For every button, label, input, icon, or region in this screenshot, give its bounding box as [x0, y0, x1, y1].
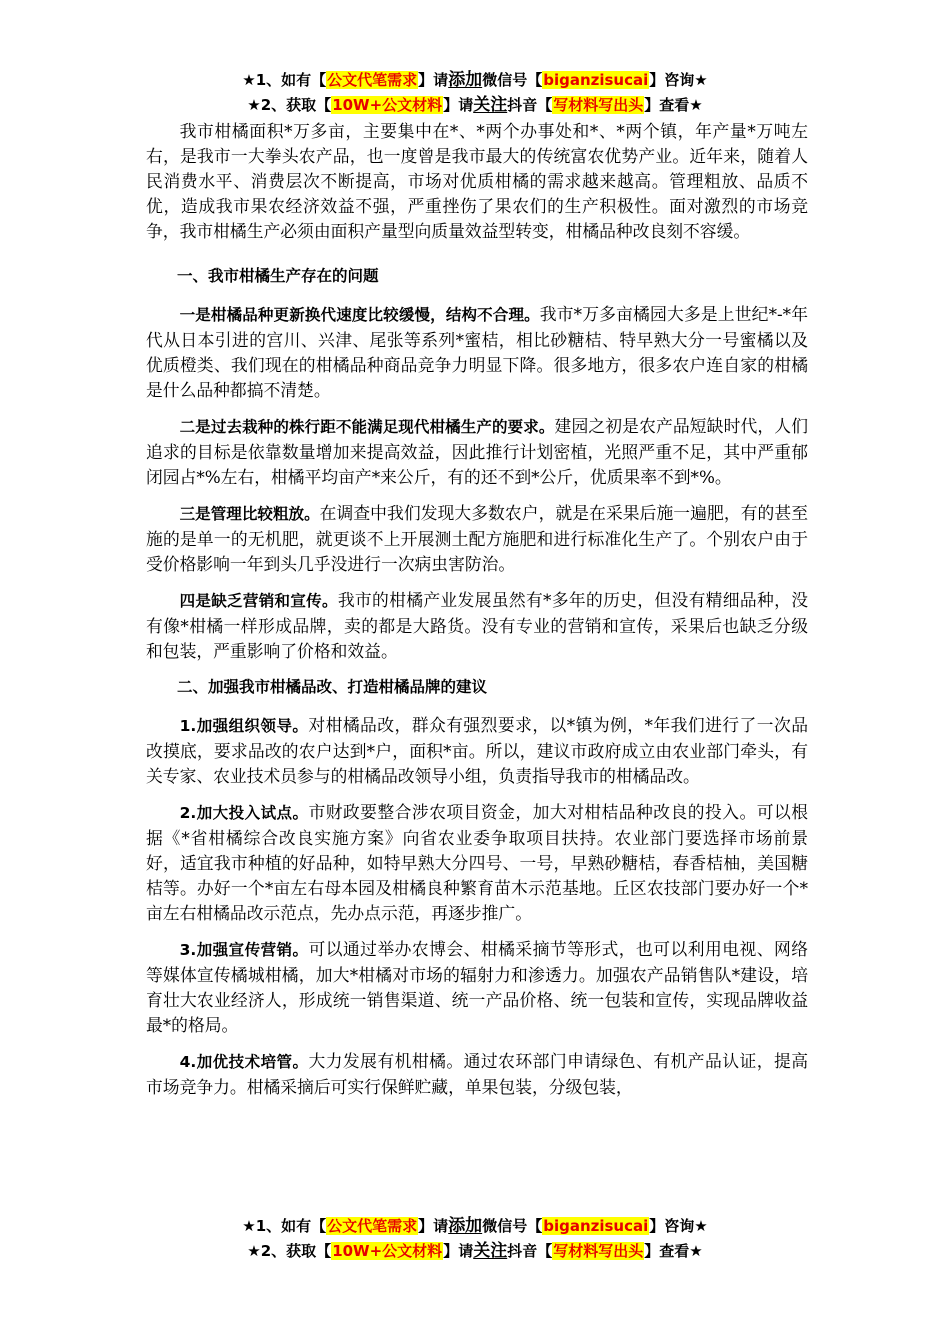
promo-highlight: 公文代笔需求: [327, 71, 418, 89]
promo-text: ★2、获取【: [247, 96, 332, 114]
problem-paragraph-1: [146, 302, 808, 403]
intro-paragraph: 我市柑橘面积*万多亩，主要集中在*、*两个办事处和*、*两个镇，年产量*万吨左右，是我市一大拳头农产品，也一度曾是我市最大的传统富农优势产业。近年来，随着人民消费水平、消费层次不断提高，市场对优质柑橘的需求越来越高。管理粗放、品质不优，造成我市果农经济效益不强，严重挫伤了果农们的生产积极性。面对激烈的市场竞争，我市柑橘生产必须由面积产量型向质量效益型转变，柑橘品种改良刻不容缓。: [146, 121, 808, 241]
promo-line-2: [0, 93, 950, 118]
problem-paragraph-4: [146, 588, 808, 664]
promo-underline: 添加: [448, 1216, 483, 1236]
promo-text: 】咨询★: [649, 1217, 708, 1235]
paragraph-lead: 3.加强宣传营销。: [179, 941, 309, 959]
problem-paragraph-3: [146, 501, 808, 577]
paragraph-text: 在调查中我们发现大多数农户，就是在采果后施一遍肥，有的甚至施的是单一的无机肥，就更谈不上开展测土配方施肥和进行标准化生产了。个别农户由于受价格影响一年到头几乎没进行一次病虫害防治。: [146, 503, 808, 574]
promo-text: 】请: [418, 71, 449, 89]
promo-text: 】请: [418, 1217, 449, 1235]
promo-text: 】查看★: [644, 96, 703, 114]
paragraph-lead: 三是管理比较粗放。: [179, 505, 320, 523]
paragraph-lead: 二是过去栽种的株行距不能满足现代柑橘生产的要求。: [179, 418, 555, 436]
promo-text: ★1、如有【: [242, 71, 327, 89]
promo-line-2: [0, 1239, 950, 1264]
promo-text: 微信号【: [482, 1217, 543, 1235]
paragraph-text: 建园之初是农产品短缺时代，人们追求的目标是依靠数量增加来提高效益，因此推行计划密植，光照严重不足，其中严重郁闭园占*%左右，柑橘平均亩产*来公斤，有的还不到*公斤，优质果率不到*%。: [146, 416, 808, 487]
promo-wechat-id: biganzisucai: [543, 1217, 649, 1235]
promo-underline: 关注: [473, 1241, 508, 1261]
promo-line-1: [0, 68, 950, 93]
promo-underline: 添加: [448, 70, 483, 90]
promo-highlight: 公文代笔需求: [327, 1217, 418, 1235]
paragraph-text: 我市*万多亩橘园大多是上世纪*-*年代从日本引进的宫川、兴津、尾张等系列*蜜桔，相比砂糖桔、特早熟大分一号蜜橘以及优质橙类、我们现在的柑橘品种商品竞争力明显下降。很多地方，很多农户连自家的柑橘是什么品种都搞不清楚。: [146, 304, 808, 400]
paragraph-lead: 一是柑橘品种更新换代速度比较缓慢，结构不合理。: [179, 306, 540, 324]
promo-douyin-id: 写材料写出头: [553, 1242, 644, 1260]
document-body: [146, 119, 808, 1111]
section-heading-2: 二、加强我市柑橘品改、打造柑橘品牌的建议: [177, 678, 488, 696]
promo-text: 】请: [443, 96, 474, 114]
promo-text: 】查看★: [644, 1242, 703, 1260]
promo-text: 抖音【: [507, 1242, 553, 1260]
paragraph-text: 我市的柑橘产业发展虽然有*多年的历史，但没有精细品种，没有像*柑橘一样形成品牌，卖的都是大路货。没有专业的营销和宣传，采果后也缺乏分级和包装，严重影响了价格和效益。: [146, 590, 808, 661]
suggestion-paragraph-2: [146, 800, 808, 926]
suggestion-paragraph-1: [146, 713, 808, 789]
promo-text: 微信号【: [482, 71, 543, 89]
promo-highlight: 10W+公文材料: [332, 1242, 443, 1260]
promo-text: ★1、如有【: [242, 1217, 327, 1235]
promo-douyin-id: 写材料写出头: [553, 96, 644, 114]
promo-highlight: 10W+公文材料: [332, 96, 443, 114]
promo-header: [0, 68, 950, 118]
promo-wechat-id: biganzisucai: [543, 71, 649, 89]
paragraph-text: 大力发展有机柑橘。通过农环部门申请绿色、有机产品认证，提高市场竞争力。柑橘采摘后可实行保鲜贮藏，单果包装，分级包装，: [146, 1051, 808, 1097]
promo-text: 】咨询★: [649, 71, 708, 89]
paragraph-text: 可以通过举办农博会、柑橘采摘节等形式，也可以利用电视、网络等媒体宣传橘城柑橘，加大*柑橘对市场的辐射力和渗透力。加强农产品销售队*建设，培育壮大农业经济人，形成统一销售渠道、统一产品价格、统一包装和宣传，实现品牌收益最*的格局。: [146, 939, 808, 1035]
paragraph-lead: 四是缺乏营销和宣传。: [179, 592, 338, 610]
problem-paragraph-2: [146, 414, 808, 490]
promo-text: 抖音【: [507, 96, 553, 114]
suggestion-paragraph-3: [146, 937, 808, 1038]
promo-text: ★2、获取【: [247, 1242, 332, 1260]
suggestion-paragraph-4: [146, 1049, 808, 1100]
paragraph-text: 对柑橘品改，群众有强烈要求，以*镇为例，*年我们进行了一次品改摸底，要求品改的农户达到*户，面积*亩。所以，建议市政府成立由农业部门牵头，有关专家、农业技术员参与的柑橘品改领导小组，负责指导我市的柑橘品改。: [146, 715, 808, 786]
promo-text: 】请: [443, 1242, 474, 1260]
paragraph-lead: 1.加强组织领导。: [179, 717, 309, 735]
promo-underline: 关注: [473, 95, 508, 115]
section-heading-1: 一、我市柑橘生产存在的问题: [177, 267, 379, 285]
paragraph-lead: 2.加大投入试点。: [179, 804, 309, 822]
paragraph-lead: 4.加优技术培管。: [179, 1053, 309, 1071]
promo-line-1: [0, 1214, 950, 1239]
paragraph-text: 市财政要整合涉农项目资金，加大对柑桔品种改良的投入。可以根据《*省柑橘综合改良实施方案》向省农业委争取项目扶持。农业部门要选择市场前景好，适宜我市种植的好品种，如特早熟大分四号、一号，早熟砂糖桔，春香桔柚，美国糖桔等。办好一个*亩左右母本园及柑橘良种繁育苗木示范基地。丘区农技部门要办好一个*亩左右柑橘品改示范点，先办点示范，再逐步推广。: [146, 802, 808, 923]
promo-footer: [0, 1214, 950, 1264]
